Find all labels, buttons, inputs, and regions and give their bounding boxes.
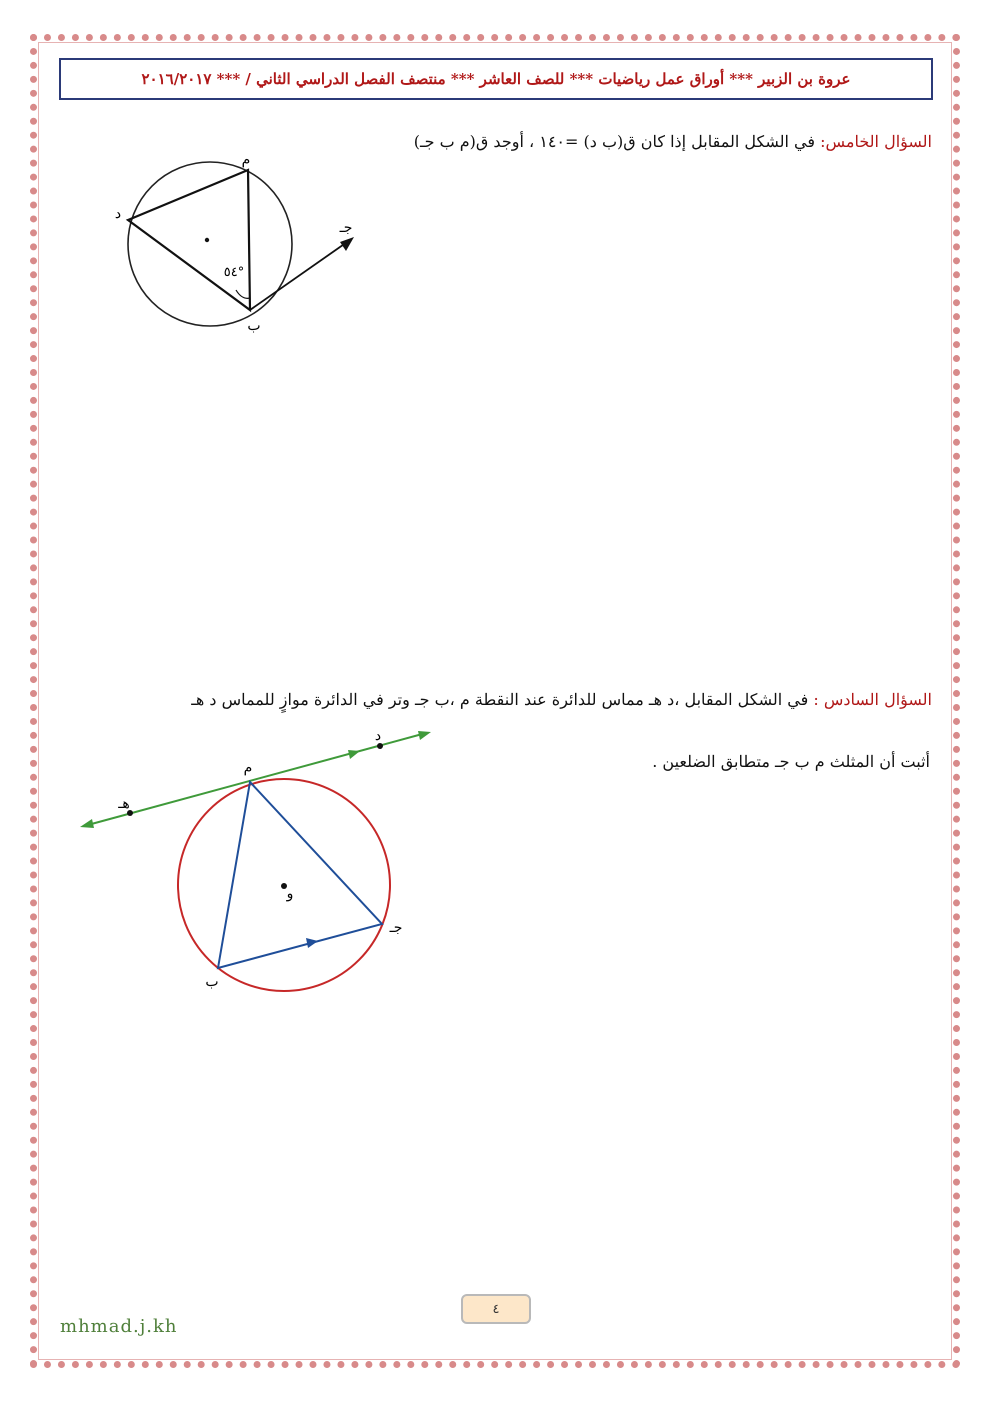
question6-label: السؤال السادس :	[813, 690, 932, 709]
q6-tangent-arrow-left	[80, 819, 94, 828]
q5-center-dot	[205, 238, 209, 242]
q5-angle-arc	[236, 290, 250, 298]
header-box	[59, 58, 933, 100]
q6-label-b: ب	[205, 974, 219, 990]
q6-label-m: م	[243, 760, 253, 776]
q6-tangent-mid-arrow	[348, 750, 360, 759]
q6-tangent-line	[84, 733, 426, 826]
question5-figure	[110, 150, 370, 350]
q6-label-j: جـ	[389, 920, 403, 936]
q6-label-w: و	[286, 886, 294, 902]
header-title: عروة بن الزبير *** أوراق عمل رياضيات *** للصف العاشر *** منتصف الفصل الدراسي الثاني / *** ٢٠١٦/٢٠١٧	[141, 70, 851, 88]
question5-label: السؤال الخامس:	[820, 132, 932, 151]
page-number-box	[461, 1294, 531, 1324]
q5-label-b: ب	[247, 318, 261, 334]
q5-label-j: جـ	[339, 220, 353, 236]
q6-chord-mid-arrow	[306, 938, 318, 948]
q6-label-d: د	[374, 728, 382, 744]
q5-triangle	[128, 170, 250, 310]
question6-line1	[191, 690, 932, 709]
q5-label-d: د	[114, 206, 122, 222]
page-number: ٤	[492, 1301, 500, 1317]
watermark: mhmad.j.kh	[60, 1316, 178, 1337]
question6-text-line1: في الشكل المقابل ،د هـ مماس للدائرة عند النقطة م ،ب جـ وتر في الدائرة موازٍ للمماس د هـ	[191, 690, 809, 709]
q6-label-h: هـ	[118, 796, 130, 812]
q5-angle-label: ٥٤°	[223, 265, 245, 280]
question5-line	[414, 132, 932, 151]
q5-label-m: م	[241, 152, 251, 168]
question6-line2	[652, 752, 930, 771]
question5-text: في الشكل المقابل إذا كان ق(ب د) =١٤٠ ، أوجد ق(م ب جـ)	[413, 132, 815, 151]
q5-tangent-ray	[250, 240, 350, 310]
question6-figure	[70, 720, 450, 1000]
question6-text-line2: أثبت أن المثلث م ب جـ متطابق الضلعين .	[652, 752, 930, 771]
q5-ray-arrowhead	[340, 237, 354, 251]
q6-tangent-arrow-right	[418, 731, 431, 740]
